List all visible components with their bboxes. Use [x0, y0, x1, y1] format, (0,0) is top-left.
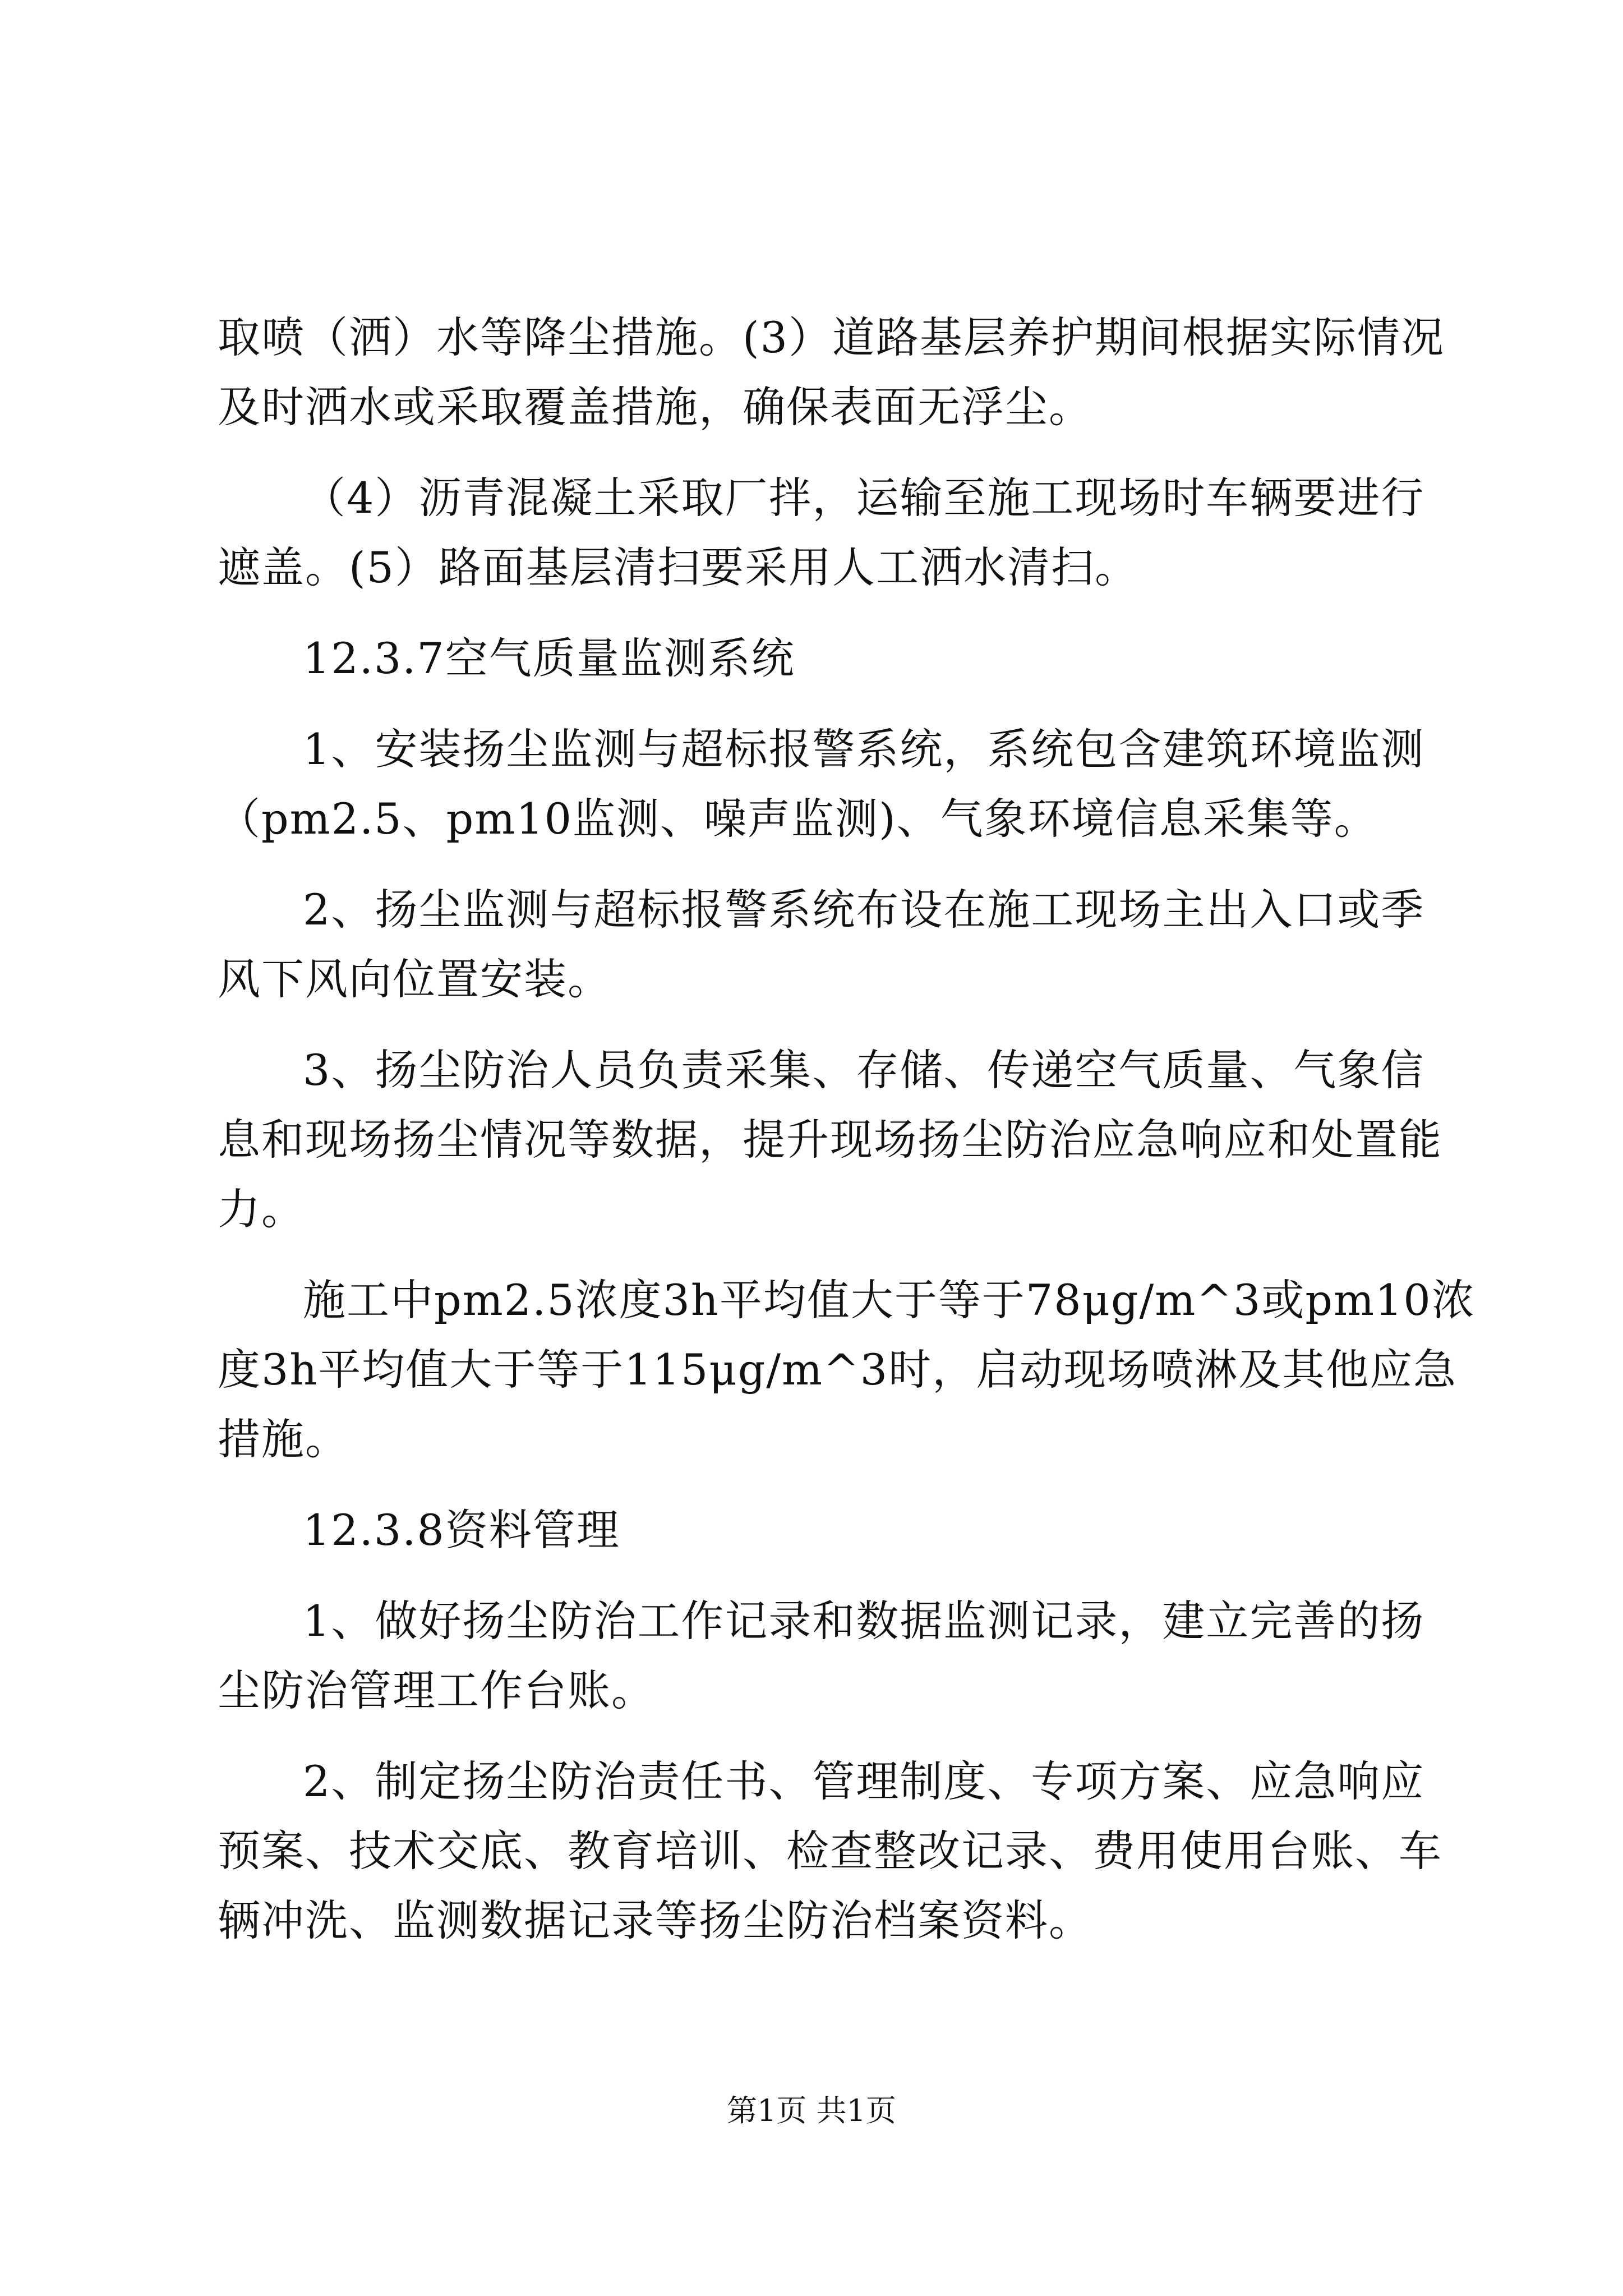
text-line: 1、做好扬尘防治工作记录和数据监测记录，建立完善的扬	[303, 1596, 1425, 1646]
text-line: 取喷（洒）水等降尘措施。(3）道路基层养护期间根据实际情况	[218, 312, 1445, 362]
text-line: 12.3.7空气质量监测系统	[303, 633, 795, 683]
text-line: 力。	[218, 1184, 305, 1234]
text-line: 尘防治管理工作台账。	[218, 1665, 655, 1715]
text-line: 施工中pm2.5浓度3h平均值大于等于78μg/m^3或pm10浓	[303, 1275, 1476, 1325]
text-line: 措施。	[218, 1414, 349, 1464]
text-line: 辆冲洗、监测数据记录等扬尘防治档案资料。	[218, 1895, 1092, 1945]
section-heading	[218, 1496, 1424, 1565]
text-line: 2、扬尘监测与超标报警系统布设在施工现场主出入口或季	[303, 885, 1425, 935]
text-line: 息和现场扬尘情况等数据，提升现场扬尘防治应急响应和处置能	[218, 1115, 1442, 1165]
paragraph	[218, 1586, 1424, 1726]
section-heading	[218, 624, 1424, 693]
text-line: 及时洒水或采取覆盖措施，确保表面无浮尘。	[218, 382, 1092, 432]
text-line: 12.3.8资料管理	[303, 1505, 620, 1555]
text-line: （4）沥青混凝土采取厂拌，运输至施工现场时车辆要进行	[303, 473, 1425, 523]
text-line: 3、扬尘防治人员负责采集、存储、传递空气质量、气象信	[303, 1045, 1425, 1095]
text-line: （pm2.5、pm10监测、噪声监测)、气象环境信息采集等。	[218, 794, 1378, 844]
paragraph	[218, 715, 1424, 854]
text-line: 度3h平均值大于等于115μg/m^3时，启动现场喷淋及其他应急	[218, 1345, 1458, 1395]
text-line: 1、安装扬尘监测与超标报警系统，系统包含建筑环境监测	[303, 724, 1425, 774]
document-body	[218, 303, 1476, 1955]
paragraph	[218, 303, 1445, 442]
text-line: 预案、技术交底、教育培训、检查整改记录、费用使用台账、车	[218, 1826, 1442, 1876]
paragraph	[218, 463, 1424, 602]
page-number: 第1页 共1页	[727, 2093, 896, 2128]
paragraph	[218, 1747, 1442, 1955]
paragraph	[218, 1036, 1442, 1244]
paragraph	[218, 1266, 1476, 1474]
text-line: 遮盖。(5）路面基层清扫要采用人工洒水清扫。	[218, 542, 1139, 592]
paragraph	[218, 875, 1424, 1014]
text-line: 风下风向位置安装。	[218, 954, 611, 1004]
text-line: 2、制定扬尘防治责任书、管理制度、专项方案、应急响应	[303, 1756, 1425, 1806]
page-footer	[0, 2091, 1623, 2131]
